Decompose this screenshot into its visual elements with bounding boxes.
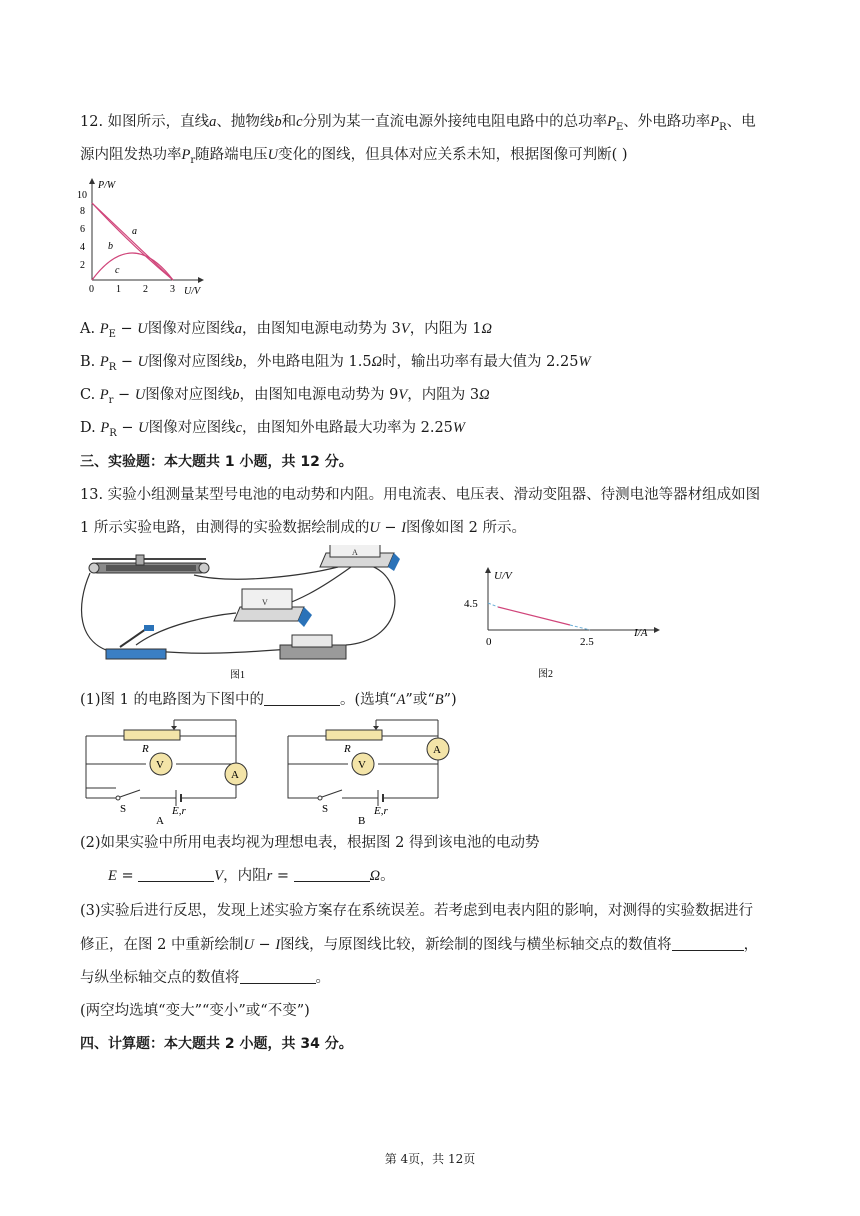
svg-text:2: 2 — [143, 284, 148, 295]
svg-text:S: S — [322, 803, 329, 815]
q13-part2-line2: E = V，内阻r = Ω。 — [108, 868, 395, 884]
svg-text:c: c — [115, 265, 120, 276]
svg-text:A: A — [352, 548, 358, 557]
svg-text:2.5: 2.5 — [580, 636, 594, 648]
svg-text:A: A — [433, 744, 441, 756]
svg-text:E,r: E,r — [172, 805, 186, 817]
q13-figure2-caption: 图2 — [538, 669, 553, 680]
q13-circuit-a-caption: A — [156, 815, 164, 824]
svg-text:4.5: 4.5 — [464, 598, 478, 610]
section-3-heading: 三、实验题：本大题共 1 小题，共 12 分。 — [80, 454, 353, 470]
q12-line-a — [92, 203, 173, 280]
q12-option-d[interactable]: D. $P_R - U$图像对应图线c，由图知外电路最大功率为 2.25W — [80, 420, 466, 439]
q13-part3-line2: 修正，在图 2 中重新绘制U − I图线，与原图线比较，新绘制的图线与横坐标轴交点的数值将 ， — [80, 937, 759, 953]
q13-part3-line1: (3)实验后进行反思，发现上述实验方案存在系统误差。若考虑到电表内阻的影响，对测得的实验数据进行 — [80, 903, 754, 919]
q13-part3-line3: 与纵坐标轴交点的数值将 。 — [80, 970, 330, 986]
svg-text:2: 2 — [80, 260, 85, 271]
svg-text:I/A: I/A — [634, 627, 648, 639]
q13-stem-line1: 13. 实验小组测量某型号电池的电动势和内阻。用电流表、电压表、滑动变阻器、待测电池等器材组成如图 — [80, 487, 761, 503]
q12-stem-line2: 源内阻发热功率$P_r$随路端电压U变化的图线，但具体对应关系未知，根据图像可判断( ) — [80, 147, 628, 166]
svg-text:R: R — [142, 743, 149, 755]
q13-x-intercept-blank[interactable] — [672, 936, 744, 951]
section-4-heading: 四、计算题：本大题共 2 小题，共 34 分。 — [80, 1036, 353, 1052]
q12-stem-line1: 12. 如图所示，直线a、抛物线b和c分别为某一直流电源外接纯电阻电路中的总功率$P_E$、外电路功率$P_R$、电 — [80, 114, 756, 133]
q13-part1-blank[interactable] — [264, 691, 340, 706]
svg-text:V: V — [358, 759, 366, 771]
q13-part3-note: (两空均选填“变大”“变小”或“不变”) — [80, 1003, 310, 1019]
svg-text:3: 3 — [170, 284, 175, 295]
q13-circuit-b-caption: B — [358, 815, 366, 824]
svg-text:E,r: E,r — [374, 805, 388, 817]
svg-text:a: a — [132, 226, 137, 237]
q13-circuit-a — [76, 716, 256, 824]
q13-part2-line1: (2)如果实验中所用电表均视为理想电表，根据图 2 得到该电池的电动势 — [80, 835, 540, 851]
q13-resistance-blank[interactable] — [294, 867, 370, 882]
svg-text:V: V — [262, 598, 268, 607]
q13-emf-blank[interactable] — [138, 867, 214, 882]
q12-option-a[interactable]: A. $P_E - U$图像对应图线a，由图知电源电动势为 3V，内阻为 1Ω — [80, 321, 493, 340]
svg-text:U/V: U/V — [494, 570, 512, 582]
svg-text:10: 10 — [77, 190, 87, 201]
q12-graph-xlabel: U/V — [184, 286, 201, 297]
q13-ui-line — [498, 607, 570, 625]
q13-figure1-apparatus — [76, 545, 406, 685]
svg-text:A: A — [231, 769, 239, 781]
svg-text:8: 8 — [80, 206, 85, 217]
svg-text:V: V — [156, 759, 164, 771]
q13-circuit-b — [278, 716, 468, 824]
svg-text:1: 1 — [116, 284, 121, 295]
q13-stem-line2: 1 所示实验电路，由测得的实验数据绘制成的U − I图像如图 2 所示。 — [80, 520, 526, 536]
q13-y-intercept-blank[interactable] — [240, 969, 316, 984]
svg-text:S: S — [120, 803, 127, 815]
svg-text:R: R — [344, 743, 351, 755]
q12-option-b[interactable]: B. $P_R - U$图像对应图线b，外电路电阻为 1.5Ω时，输出功率有最大值为 2.25W — [80, 354, 591, 373]
svg-text:0: 0 — [486, 636, 492, 648]
q12-graph-ylabel: P/W — [98, 180, 116, 191]
svg-text:0: 0 — [89, 284, 94, 295]
q13-figure2-ui-graph — [458, 565, 668, 685]
svg-text:4: 4 — [80, 242, 85, 253]
q12-option-c[interactable]: C. $P_r - U$图像对应图线b，由图知电源电动势为 9V，内阻为 3Ω — [80, 387, 490, 406]
q12-power-graph — [70, 176, 210, 300]
q13-part1: (1)图 1 的电路图为下图中的 。(选填“A”或“B”) — [80, 692, 457, 708]
q12-curve-c — [92, 253, 173, 280]
q13-figure1-caption: 图1 — [230, 670, 245, 681]
svg-text:6: 6 — [80, 224, 85, 235]
page-footer: 第 4页，共 12页 — [384, 1152, 476, 1166]
svg-text:b: b — [108, 241, 113, 252]
